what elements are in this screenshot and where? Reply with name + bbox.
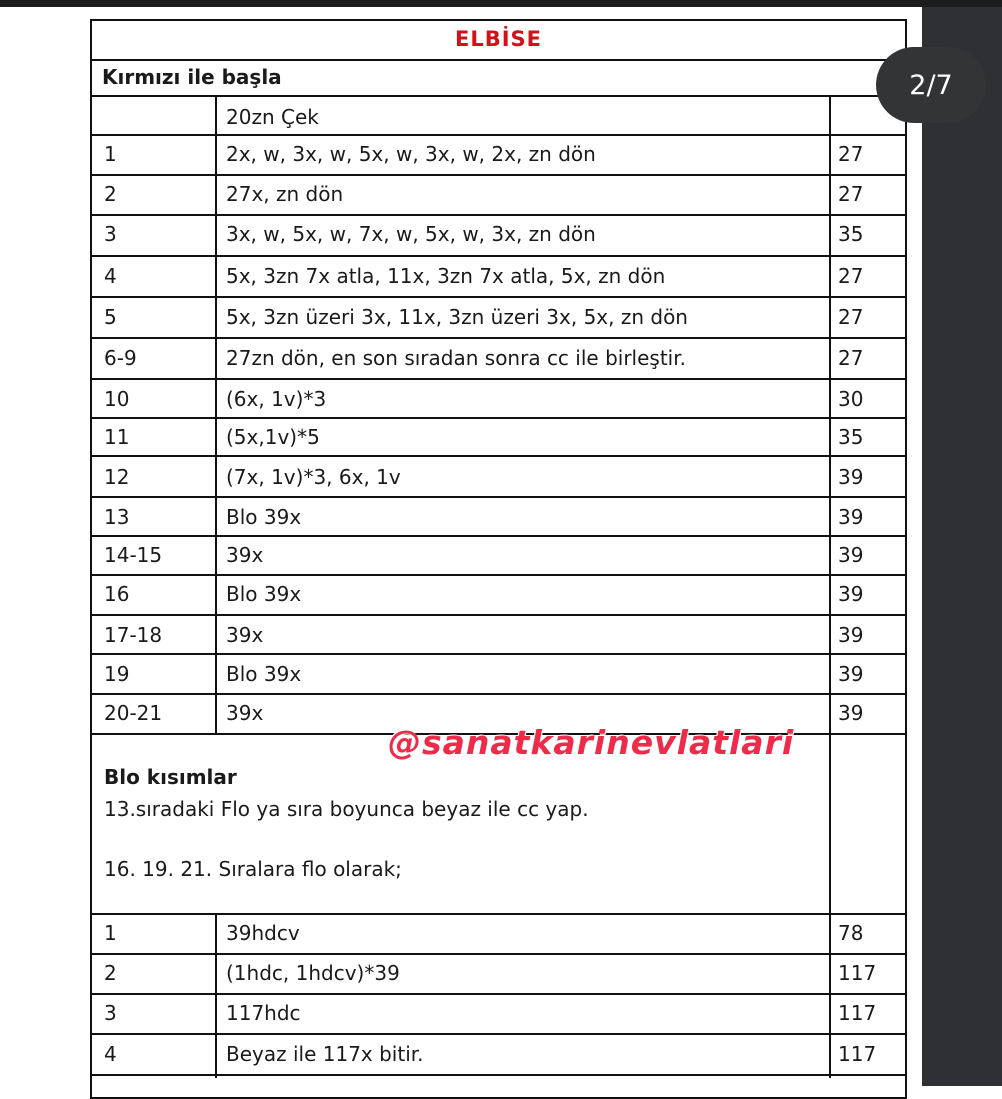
row-number: 13: [104, 505, 130, 529]
row-instruction: 117hdc: [226, 1001, 301, 1025]
row-instruction: (1hdc, 1hdcv)*39: [226, 961, 400, 985]
row-divider: [92, 255, 905, 257]
row-number: 17-18: [104, 623, 163, 647]
pattern-sheet: [90, 19, 907, 1099]
notes-line: 16. 19. 21. Sıralara flo olarak;: [104, 857, 402, 881]
row-number: 20-21: [104, 701, 163, 725]
row-number: 11: [104, 425, 130, 449]
row-number: 2: [104, 182, 117, 206]
row-divider: [92, 953, 905, 955]
row-divider: [92, 653, 905, 655]
start-instruction: 20zn Çek: [226, 105, 319, 129]
row-instruction: 27x, zn dön: [226, 182, 344, 206]
row-instruction: Blo 39x: [226, 505, 302, 529]
row-count: 117: [838, 961, 877, 985]
row-instruction: Blo 39x: [226, 662, 302, 686]
row-divider: [92, 214, 905, 216]
row-count: 27: [838, 346, 864, 370]
row-number: 16: [104, 582, 130, 606]
row-count: 39: [838, 623, 864, 647]
row-instruction: 3x, w, 5x, w, 7x, w, 5x, w, 3x, zn dön: [226, 222, 596, 246]
right-panel: [922, 7, 1002, 1086]
row-divider: [92, 614, 905, 616]
row-count: 27: [838, 305, 864, 329]
page-counter-badge: 2/7: [876, 47, 986, 123]
sheet-title: ELBİSE: [92, 21, 905, 61]
row-count: 78: [838, 921, 864, 945]
top-bar: [0, 0, 1002, 7]
row-number: 2: [104, 961, 117, 985]
row-count: 39: [838, 662, 864, 686]
row-count: 117: [838, 1042, 877, 1066]
row-number: 3: [104, 1001, 117, 1025]
notes-heading: Blo kısımlar: [104, 765, 237, 789]
row-instruction: 5x, 3zn 7x atla, 11x, 3zn 7x atla, 5x, zn dön: [226, 264, 666, 288]
row-count: 30: [838, 387, 864, 411]
row-divider: [92, 417, 905, 419]
row-divider: [92, 1033, 905, 1035]
row-count: 27: [838, 182, 864, 206]
row-instruction: (6x, 1v)*3: [226, 387, 327, 411]
notes-line: 13.sıradaki Flo ya sıra boyunca beyaz ile cc yap.: [104, 797, 589, 821]
row-instruction: 2x, w, 3x, w, 5x, w, 3x, w, 2x, zn dön: [226, 142, 596, 166]
row-divider: [92, 296, 905, 298]
row-number: 6-9: [104, 346, 137, 370]
row-count: 35: [838, 425, 864, 449]
row-count: 27: [838, 264, 864, 288]
row-divider: [92, 378, 905, 380]
row-count: 39: [838, 505, 864, 529]
row-divider: [92, 993, 905, 995]
row-count: 35: [838, 222, 864, 246]
row-divider: [92, 337, 905, 339]
row-divider: [92, 496, 905, 498]
row-instruction: (7x, 1v)*3, 6x, 1v: [226, 465, 401, 489]
row-instruction: 39x: [226, 623, 264, 647]
row-count: 39: [838, 701, 864, 725]
row-number: 1: [104, 142, 117, 166]
row-number: 3: [104, 222, 117, 246]
row-number: 4: [104, 264, 117, 288]
row-instruction: (5x,1v)*5: [226, 425, 320, 449]
row-divider: [92, 535, 905, 537]
row-number: 19: [104, 662, 130, 686]
row-number: 5: [104, 305, 117, 329]
row-count: 117: [838, 1001, 877, 1025]
column-divider: [829, 913, 831, 1078]
row-number: 4: [104, 1042, 117, 1066]
row-number: 1: [104, 921, 117, 945]
row-divider: [92, 693, 905, 695]
watermark-handle: @sanatkarinevlatlari: [388, 723, 795, 762]
row-number: 14-15: [104, 543, 163, 567]
column-divider: [215, 913, 217, 1078]
row-divider: [92, 1074, 905, 1076]
row-number: 12: [104, 465, 130, 489]
row-number: 10: [104, 387, 130, 411]
row-instruction: 39x: [226, 701, 264, 725]
row-instruction: 5x, 3zn üzeri 3x, 11x, 3zn üzeri 3x, 5x, zn dön: [226, 305, 688, 329]
row-divider: [92, 174, 905, 176]
row-divider: [92, 574, 905, 576]
row-instruction: Blo 39x: [226, 582, 302, 606]
column-divider: [829, 97, 831, 735]
row-count: 39: [838, 465, 864, 489]
row-divider: [92, 134, 905, 136]
row-divider: [92, 913, 905, 915]
row-count: 27: [838, 142, 864, 166]
column-divider: [215, 97, 217, 735]
row-instruction: 39hdcv: [226, 921, 300, 945]
row-divider: [92, 455, 905, 457]
row-instruction: 27zn dön, en son sıradan sonra cc ile birleştir.: [226, 346, 686, 370]
row-instruction: Beyaz ile 117x bitir.: [226, 1042, 424, 1066]
row-count: 39: [838, 582, 864, 606]
row-instruction: 39x: [226, 543, 264, 567]
section-heading: Kırmızı ile başla: [92, 59, 905, 97]
row-count: 39: [838, 543, 864, 567]
